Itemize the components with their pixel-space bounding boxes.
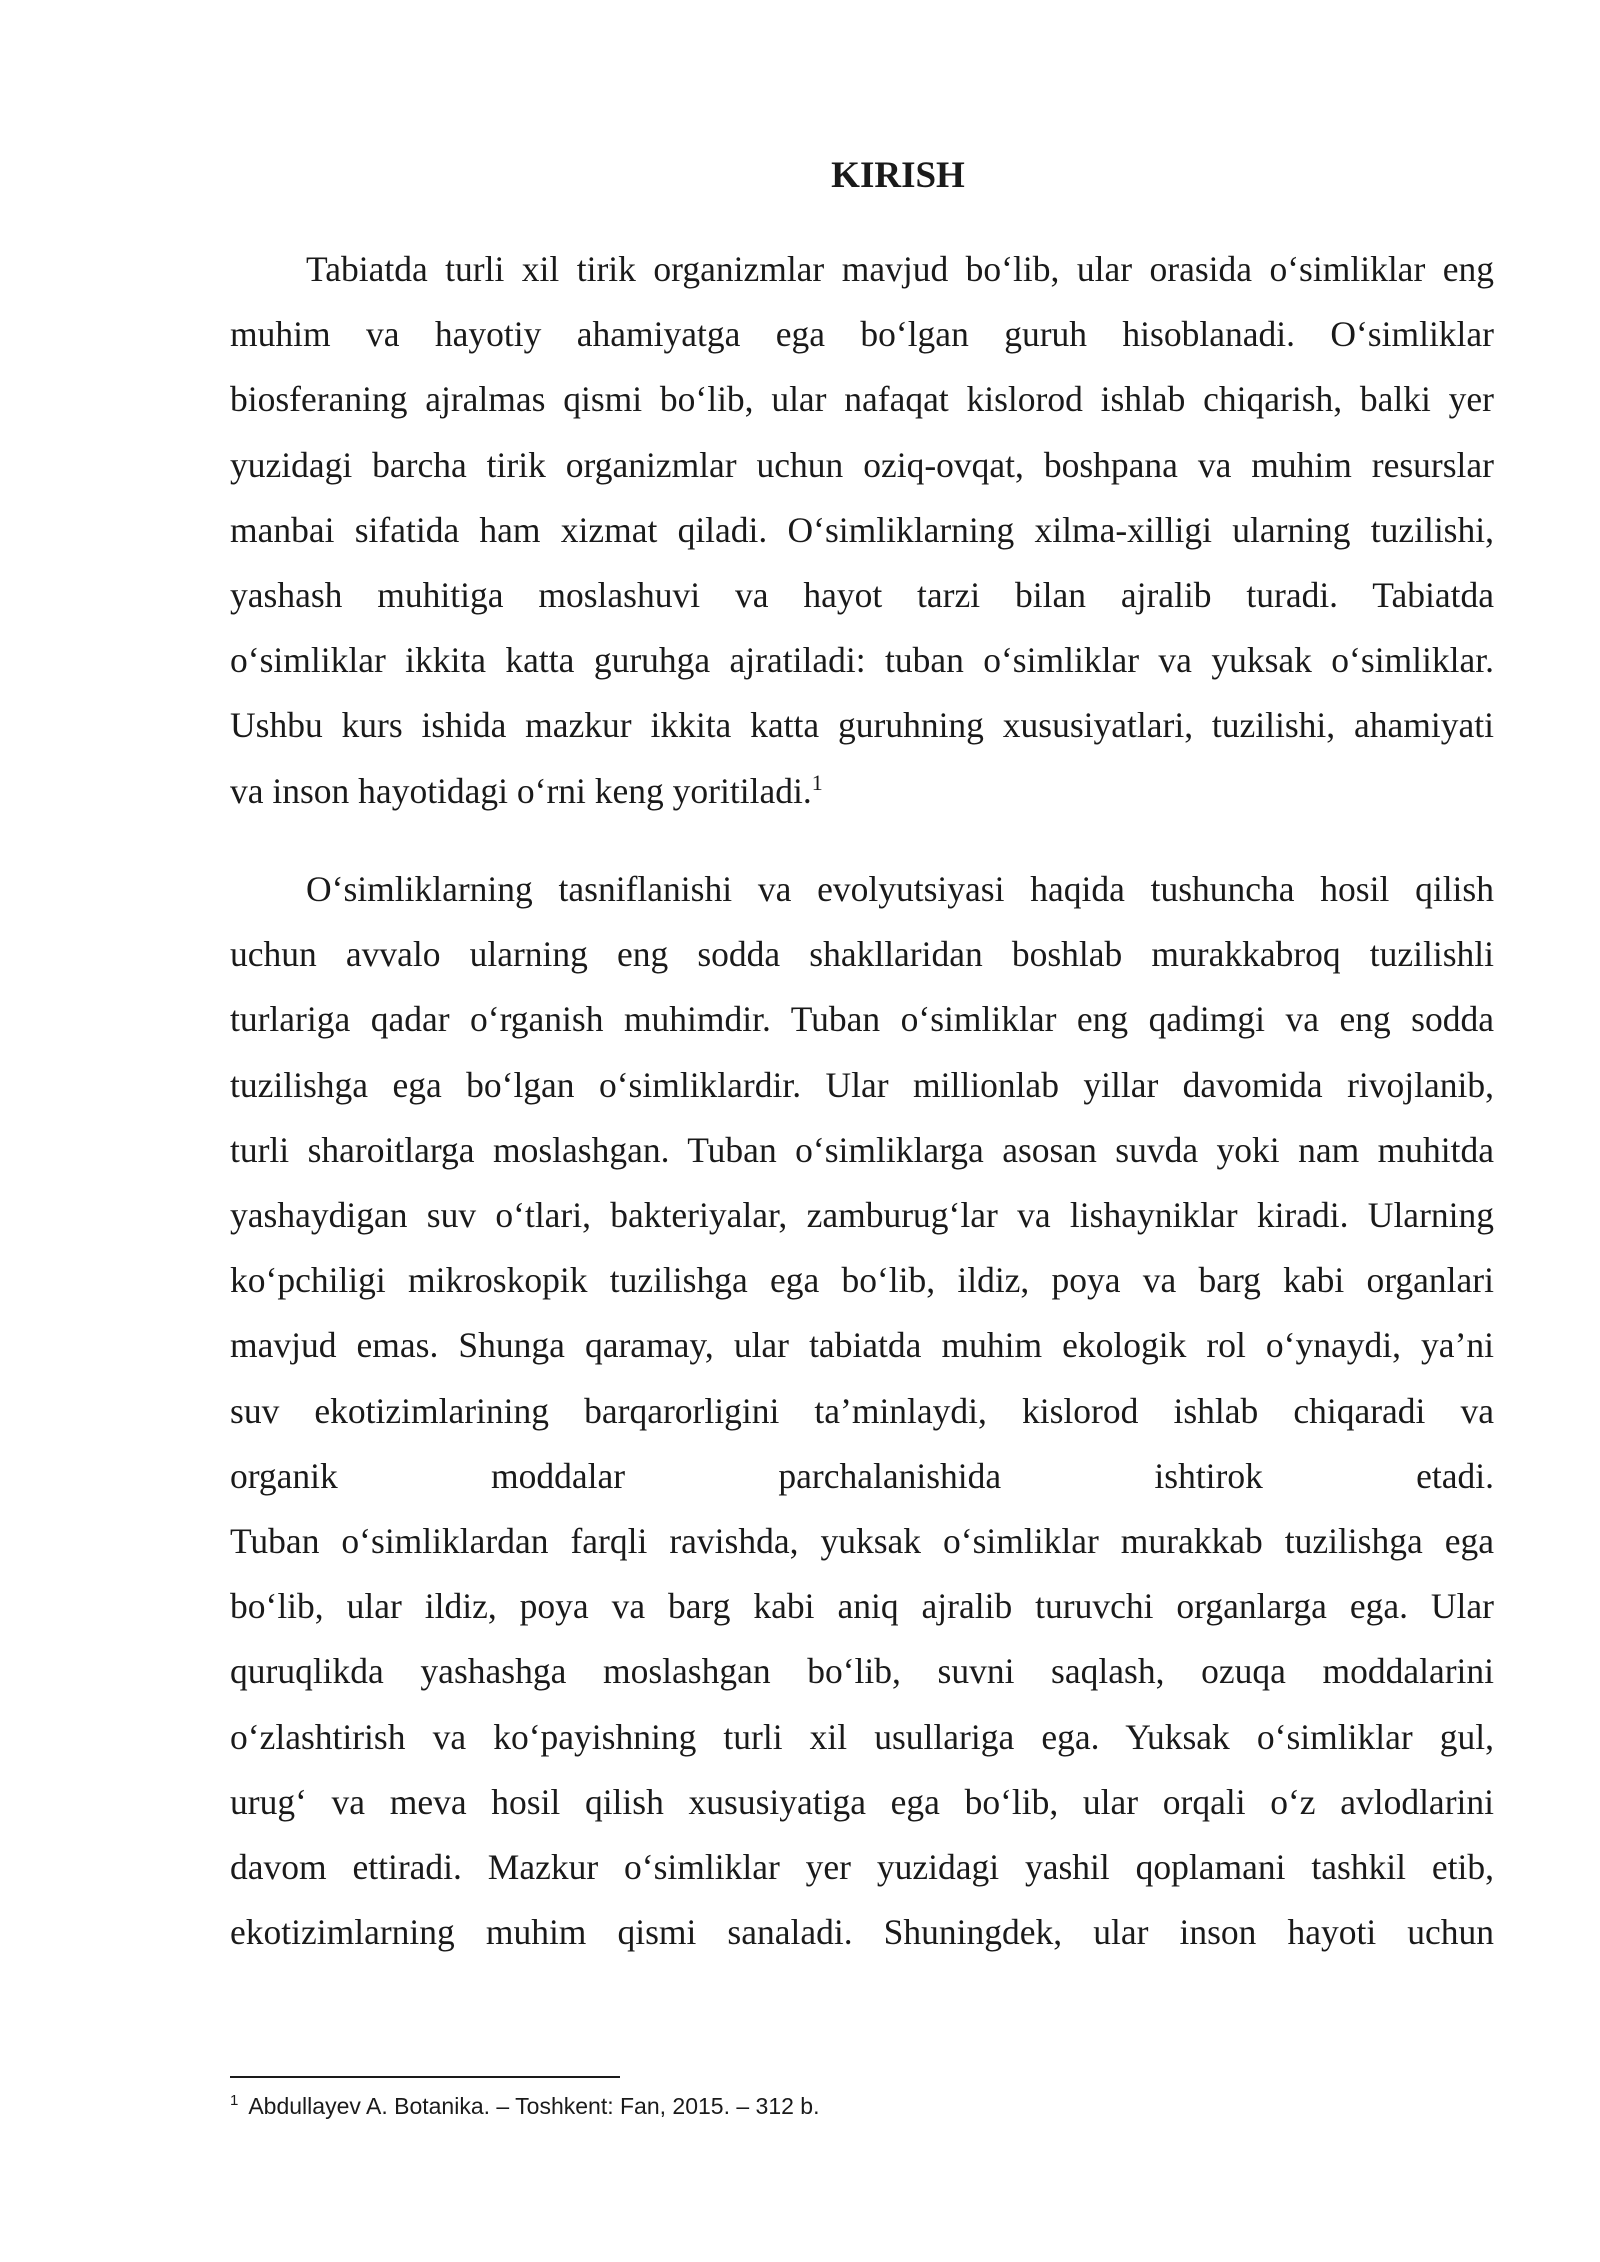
footnote bbox=[230, 2090, 819, 2122]
paragraph-classification bbox=[230, 857, 1494, 1965]
text-line: o‘zlashtirish va ko‘payishning turli xil usullariga ega. Yuksak o‘simliklar gul, bbox=[230, 1716, 1494, 1757]
text-line: mavjud emas. Shunga qaramay, ular tabiatda muhim ekologik rol o‘ynaydi, ya’ni bbox=[230, 1325, 1494, 1366]
text-line: turlariga qadar o‘rganish muhimdir. Tuban o‘simliklar eng qadimgi va eng sodda bbox=[230, 999, 1494, 1040]
text-line: uchun avvalo ularning eng sodda shakllaridan boshlab murakkabroq tuzilishli bbox=[230, 934, 1494, 975]
text-line: suv ekotizimlarining barqarorligini ta’minlaydi, kislorod ishlab chiqaradi va bbox=[230, 1390, 1494, 1431]
text-line: turli sharoitlarga moslashgan. Tuban o‘simliklarga asosan suvda yoki nam muhitda bbox=[230, 1129, 1494, 1170]
text-line: organik moddalar parchalanishida ishtirok etadi. bbox=[230, 1455, 1494, 1496]
text-line-last bbox=[230, 759, 1494, 824]
text-line: muhim va hayotiy ahamiyatga ega bo‘lgan guruh hisoblanadi. O‘simliklar bbox=[230, 314, 1494, 355]
text-line: ekotizimlarning muhim qismi sanaladi. Shuningdek, ular inson hayoti uchun bbox=[230, 1912, 1494, 1953]
page-title: KIRISH bbox=[831, 155, 965, 196]
text-line: Tuban o‘simliklardan farqli ravishda, yuksak o‘simliklar murakkab tuzilishga ega bbox=[230, 1521, 1494, 1562]
text-line: yashaydigan suv o‘tlari, bakteriyalar, zamburug‘lar va lishayniklar kiradi. Ularning bbox=[230, 1195, 1494, 1236]
text-line: Tabiatda turli xil tirik organizmlar mavjud bo‘lib, ular orasida o‘simliklar eng bbox=[306, 249, 1494, 289]
text-line: bo‘lib, ular ildiz, poya va barg kabi aniq ajralib turuvchi organlarga ega. Ular bbox=[230, 1586, 1494, 1627]
text-line: ko‘pchiligi mikroskopik tuzilishga ega bo‘lib, ildiz, poya va barg kabi organlari bbox=[230, 1260, 1494, 1301]
footnote-reference[interactable]: 1 bbox=[811, 769, 823, 795]
text-line: urug‘ va meva hosil qilish xususiyatiga ega bo‘lib, ular orqali o‘z avlodlarini bbox=[230, 1781, 1494, 1822]
text-line: tuzilishga ega bo‘lgan o‘simliklardir. Ular millionlab yillar davomida rivojlanib, bbox=[230, 1064, 1494, 1105]
text-line: yuzidagi barcha tirik organizmlar uchun oziq-ovqat, boshpana va muhim resurslar bbox=[230, 444, 1494, 485]
text-line: quruqlikda yashashga moslashgan bo‘lib, suvni saqlash, ozuqa moddalarini bbox=[230, 1651, 1494, 1692]
text-line: O‘simliklarning tasniflanishi va evolyutsiyasi haqida tushuncha hosil qilish bbox=[306, 869, 1494, 909]
text-line: davom ettiradi. Mazkur o‘simliklar yer yuzidagi yashil qoplamani tashkil etib, bbox=[230, 1847, 1494, 1888]
footnote-divider bbox=[230, 2076, 620, 2078]
footnote-text: Abdullayev A. Botanika. – Toshkent: Fan, 2015. – 312 b. bbox=[248, 2093, 820, 2119]
text-line: va inson hayotidagi o‘rni keng yoritiladi. bbox=[230, 770, 812, 811]
footnote-number: 1 bbox=[230, 2092, 239, 2110]
text-line: biosferaning ajralmas qismi bo‘lib, ular nafaqat kislorod ishlab chiqarish, balki yer bbox=[230, 379, 1494, 420]
text-line: Ushbu kurs ishida mazkur ikkita katta guruhning xususiyatlari, tuzilishi, ahamiyati bbox=[230, 705, 1494, 746]
text-line: yashash muhitiga moslashuvi va hayot tarzi bilan ajralib turadi. Tabiatda bbox=[230, 575, 1494, 616]
text-line: o‘simliklar ikkita katta guruhga ajratiladi: tuban o‘simliklar va yuksak o‘simliklar. bbox=[230, 640, 1494, 681]
text-line: manbai sifatida ham xizmat qiladi. O‘simliklarning xilma-xilligi ularning tuzilishi, bbox=[230, 509, 1494, 550]
paragraph-intro bbox=[230, 237, 1494, 824]
